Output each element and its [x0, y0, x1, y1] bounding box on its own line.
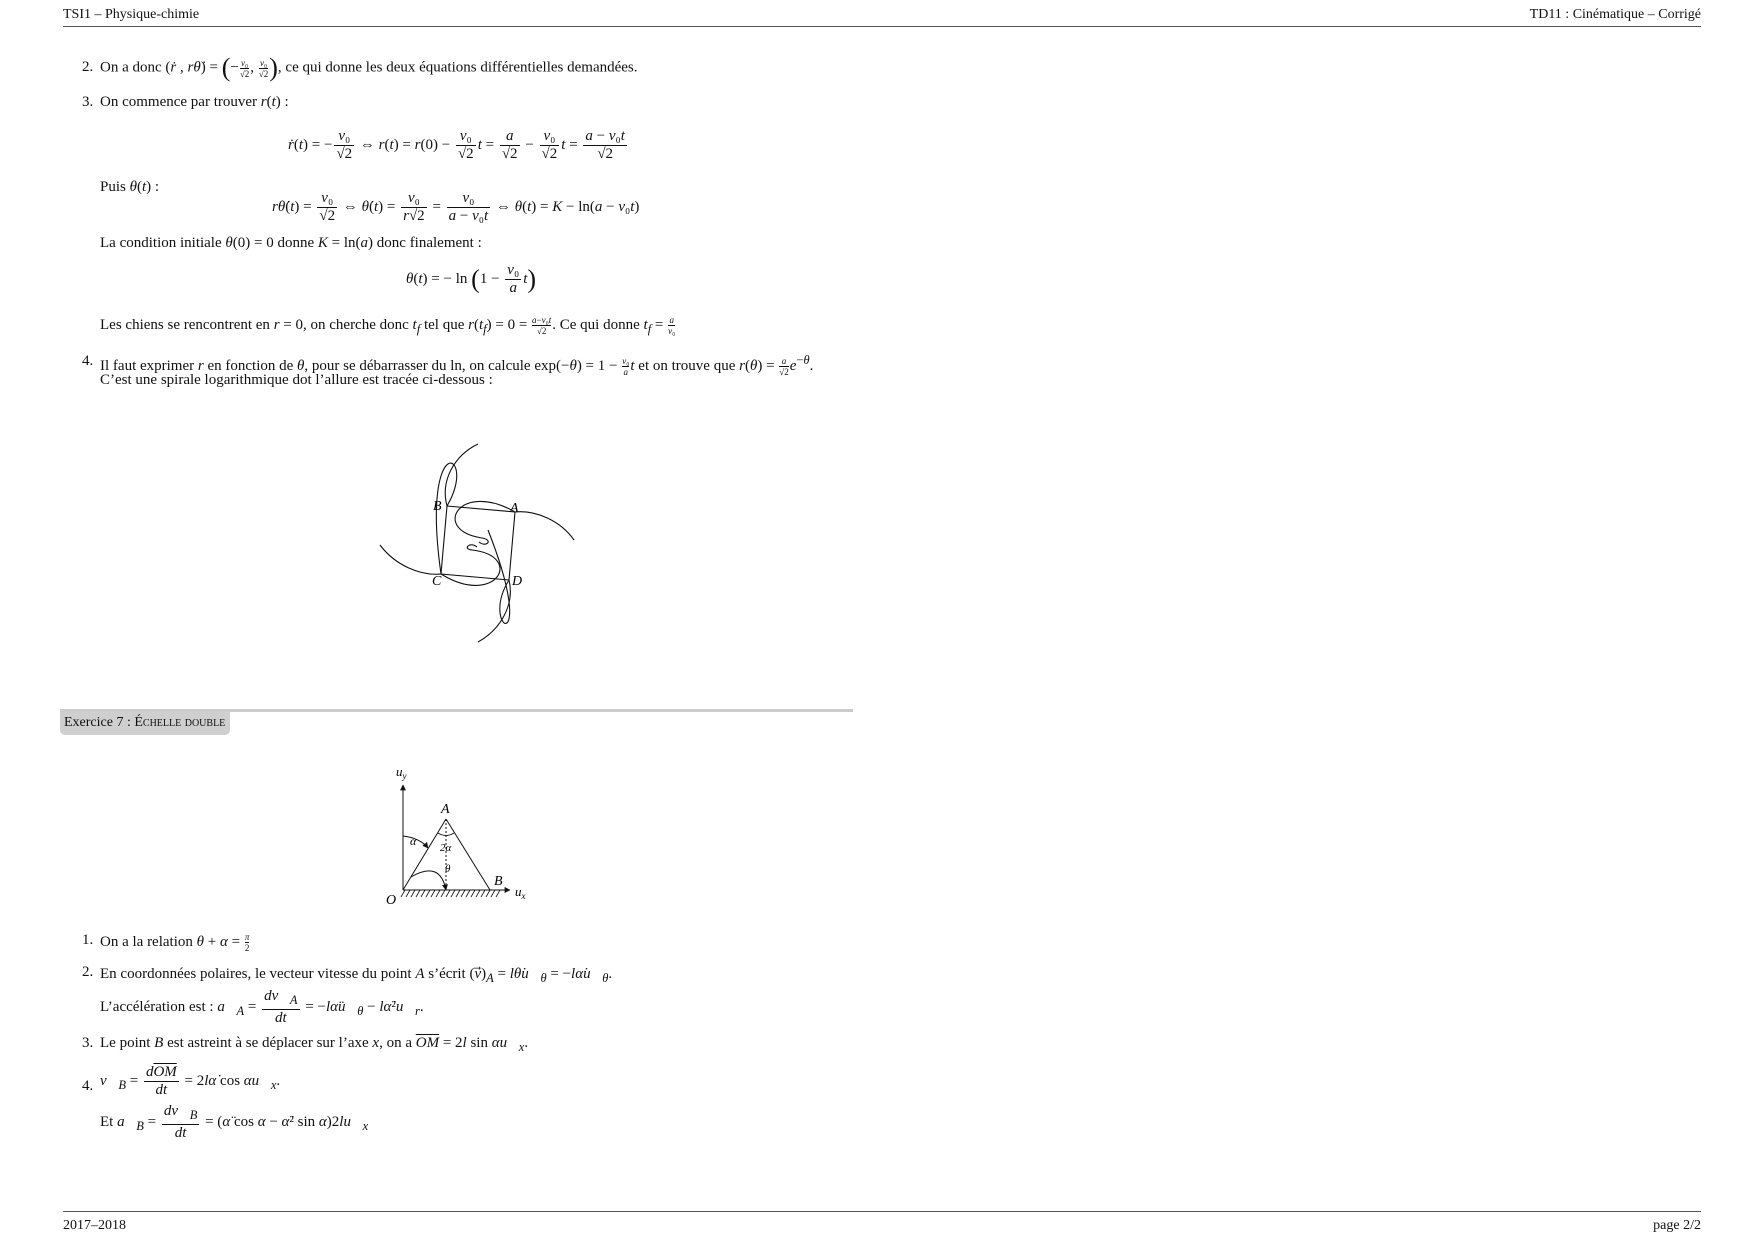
- equation-r: ṙ(t) = − $\frac{\text{v₀}}{√2}$ ⇔ r(t) = r(0) − $\frac{\text{v₀}}{√2}$ t = $\frac{a}{√2}$ − $\frac{\text{v₀}}{√2}$ t = $\frac{\text{a − v₀t}}{√2}$: [288, 128, 625, 162]
- exercise-title: Exercice 7 : Échelle double: [60, 712, 230, 735]
- arc-2alpha: [438, 833, 454, 836]
- spiral-figure: [370, 435, 590, 645]
- item-number: 2.: [82, 964, 94, 980]
- label-o: O: [386, 893, 397, 908]
- header-left: TSI1 – Physique-chimie: [63, 7, 200, 22]
- equation-theta: rθ̇(t) = $\frac{\text{v₀}}{√2}$ ⇔ θ̇(t) = $\frac{\text{v₀}}{r√2}$ = $\frac{\text{v₀}}{\text{a − v₀t}}$ ⇔ θ(t) = K − ln(a − v₀t): [272, 190, 640, 224]
- q2-text-after: , ce qui donne les deux équations différentielles demandées.: [277, 59, 638, 76]
- item-number: 4.: [82, 353, 94, 369]
- page-header: [63, 7, 1701, 27]
- p2-q1: On a la relation θ + α = $\frac{\pi}{2}$: [100, 932, 250, 953]
- footer-right: page 2/2: [1653, 1218, 1701, 1233]
- header-right: TD11 : Cinématique – Corrigé: [1529, 7, 1701, 22]
- p2-et: Et $a⃗_B$ = $\frac{dv⃗_B}{dt}$ = (α̈ cos α − α̇² $\sin \alpha)2lu⃗_x$: [100, 1103, 369, 1141]
- item-number: 1.: [82, 932, 94, 948]
- item-number: 2.: [82, 59, 94, 75]
- item-number: 3.: [82, 94, 94, 110]
- label-b: B: [433, 499, 442, 514]
- square-abcd: [441, 506, 515, 580]
- spiral-a-outer: [515, 512, 574, 540]
- page-footer: [63, 1211, 1701, 1242]
- label-2alpha: 2α: [440, 842, 452, 854]
- p2-q4: $v⃗_B$ = $\frac{d\overline{OM}}{dt}$ = 2lα̇ $\cos \alpha u⃗_x$.: [100, 1064, 281, 1098]
- spiral-c: [441, 545, 500, 586]
- label-a: A: [441, 802, 450, 817]
- condition-line: La condition initiale θ(0) = 0 donne K = ln(a) donc finalement :: [100, 235, 482, 251]
- q4-line2: C’est une spirale logarithmique dot l’allure est tracée ci-dessous :: [100, 372, 493, 388]
- ladder-ab: [446, 819, 490, 890]
- ladder-oa: [403, 819, 446, 890]
- ladder-figure: [380, 760, 540, 910]
- puis-line: Puis θ(t) :: [100, 179, 160, 195]
- label-ux: $u_x$: [515, 884, 526, 901]
- spiral-b-outer: [445, 444, 478, 506]
- meet-line: Les chiens se rencontrent en r = 0, on cherche donc $t_f$ tel que $r(t_f) = 0$ = $\frac{\text{a−v₀t}}{√2}$ . Ce qui donne $t_f$ = $\frac{a}{\text{v₀}}$: [100, 315, 676, 336]
- label-d: D: [512, 574, 523, 589]
- arc-theta: [411, 871, 446, 890]
- q2-line: On a donc (ṙ , rθ̇) = (− $\frac{\text{v₀}}{√2}$ , $\frac{\text{v₀}}{√2}$ ), ce qui donne les deux équations différentielles demandées.: [100, 53, 638, 82]
- footer-left: 2017–2018: [63, 1218, 126, 1233]
- label-a: A: [510, 501, 519, 516]
- spiral-c-outer: [380, 545, 441, 574]
- label-b: B: [494, 874, 503, 889]
- label-theta: θ: [445, 863, 451, 875]
- p2-q3: Le point B est astreint à se déplacer sur l’axe x, on a $\overline{OM} = 2l$ $\sin \alpha u⃗_x$.: [100, 1035, 529, 1054]
- q3-intro: On commence par trouver r(t) :: [100, 94, 289, 110]
- label-alpha: α: [410, 834, 417, 848]
- p2-q2: En coordonnées polaires, le vecteur vitesse du point A s’écrit $(v⃗)_A$ = $l\thetȧu⃗_\theta$ = $-l\alphȧu⃗_\theta$.: [100, 966, 613, 985]
- ground-hatch: [401, 890, 500, 897]
- q2-text: On a donc: [100, 59, 162, 76]
- equation-theta-final: θ(t) = − ln (1 − $\frac{\text{v₀}}{a}$ t): [406, 262, 537, 296]
- q4-line: Il faut exprimer r en fonction de θ, pour se débarrasser du ln, on calcule exp(−θ) = 1 − $\frac{\text{v₀}}{a}$ t et on trouve que r(θ) = $\frac{a}{√2}$ $e^{-\theta}$.: [100, 353, 814, 378]
- label-uy: $u_y$: [396, 764, 407, 781]
- item-number: 3.: [82, 1035, 94, 1051]
- label-c: C: [432, 574, 442, 589]
- spiral-d-outer: [478, 580, 510, 642]
- item-number: 4.: [82, 1078, 94, 1094]
- p2-acc: L’accélération est : $a⃗_A$ = $\frac{dv⃗_A}{dt}$ = $-l\alphäu⃗_\theta$ − $l\alphȧ^2u⃗_r$.: [100, 988, 424, 1026]
